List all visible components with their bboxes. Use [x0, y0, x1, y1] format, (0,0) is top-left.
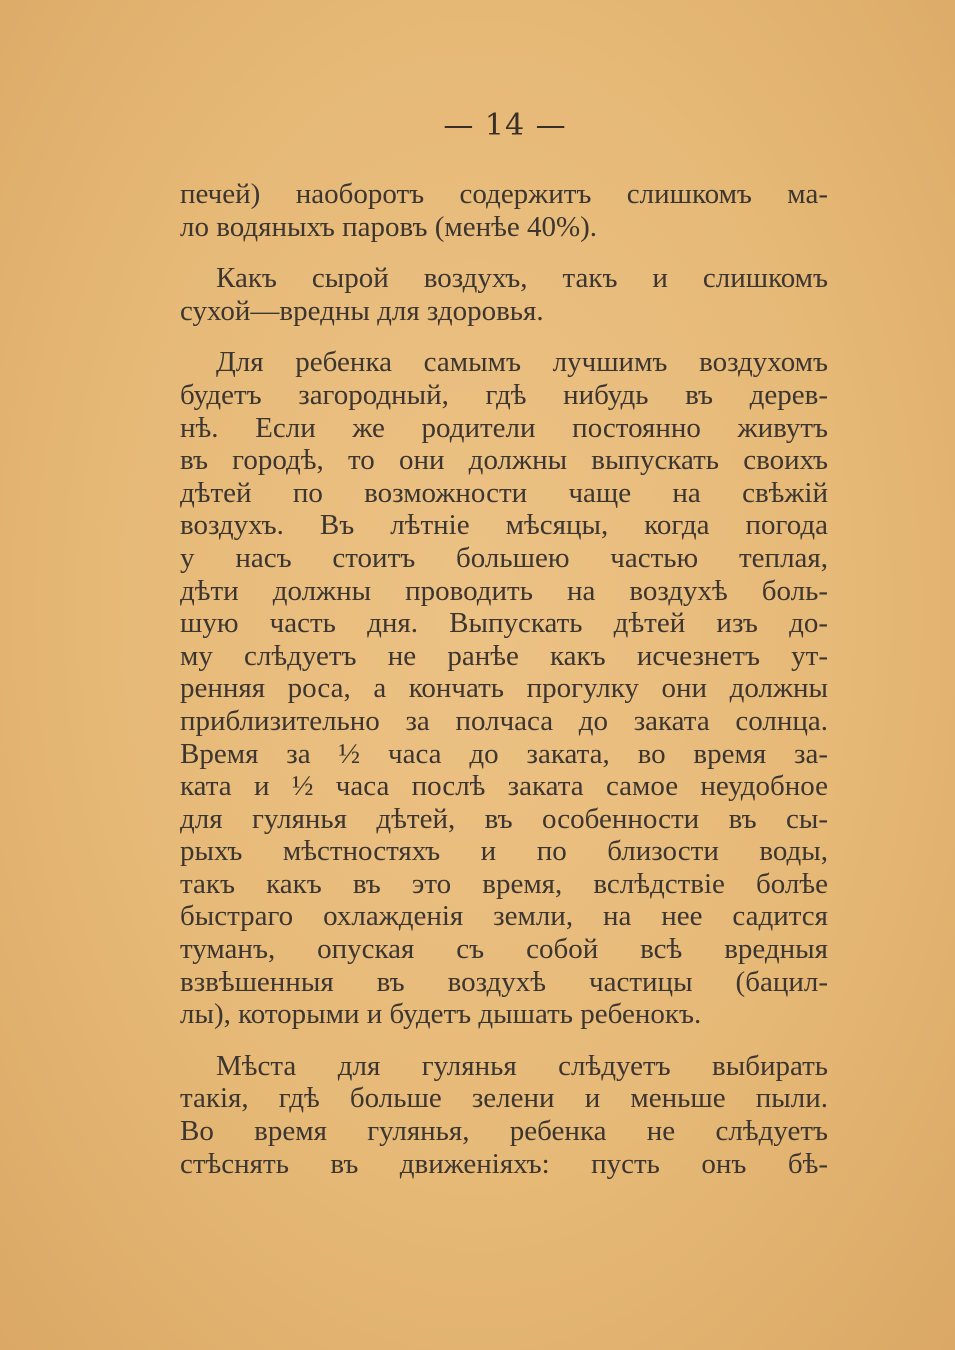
text-line: воздухъ. Въ лѣтніе мѣсяцы, когда погода	[180, 509, 828, 542]
text-line: рыхъ мѣстностяхъ и по близости воды,	[180, 835, 828, 868]
paragraph	[180, 1050, 828, 1180]
text-line: у насъ стоитъ большею частью теплая,	[180, 541, 828, 574]
paragraph	[180, 178, 828, 243]
text-line: ренняя роса, а кончать прогулку они должны	[180, 672, 828, 705]
text-line: Во время гулянья, ребенка не слѣдуетъ	[180, 1115, 828, 1148]
text-line: Время за ½ часа до заката, во время за-	[180, 737, 828, 770]
text-line: шую часть дня. Выпускать дѣтей изъ до-	[180, 607, 828, 640]
text-line: будетъ загородный, гдѣ нибудь въ дерев-	[180, 378, 828, 411]
text-line: ката и ½ часа послѣ заката самое неудобное	[180, 770, 828, 803]
text-line: му слѣдуетъ не ранѣе какъ исчезнетъ ут-	[180, 639, 828, 672]
text-line: дѣтей по возможности чаще на свѣжій	[180, 476, 828, 509]
text-line: такъ какъ въ это время, вслѣдствіе болѣе	[180, 867, 828, 900]
text-line: для гулянья дѣтей, въ особенности въ сы-	[180, 802, 828, 835]
text-line: въ городѣ, то они должны выпускать своихъ	[180, 444, 828, 477]
text-line: Какъ сырой воздухъ, такъ и слишкомъ	[216, 262, 828, 295]
paragraph	[180, 262, 828, 327]
page-number: — 14 —	[443, 108, 567, 143]
text-line: Мѣста для гулянья слѣдуетъ выбирать	[216, 1049, 828, 1082]
text-line: Для ребенка самымъ лучшимъ воздухомъ	[216, 346, 828, 379]
text-line: стѣснять въ движеніяхъ: пусть онъ бѣ-	[180, 1147, 828, 1180]
page-body	[180, 178, 828, 1199]
text-line: такія, гдѣ больше зелени и меньше пыли.	[180, 1082, 828, 1115]
text-line: взвѣшенныя въ воздухѣ частицы (бацил-	[180, 965, 828, 998]
text-line: приблизительно за полчаса до заката солнца.	[180, 704, 828, 737]
paragraph	[180, 346, 828, 1030]
text-line: нѣ. Если же родители постоянно живутъ	[180, 411, 828, 444]
text-line: быстраго охлажденія земли, на нее садится	[180, 900, 828, 933]
text-line: туманъ, опуская съ собой всѣ вредныя	[180, 933, 828, 966]
text-line: сухой—вредны для здоровья.	[180, 294, 544, 327]
text-line: ло водяныхъ паровъ (менѣе 40%).	[180, 210, 598, 243]
text-line: дѣти должны проводить на воздухѣ боль-	[180, 574, 828, 607]
text-line: печей) наоборотъ содержитъ слишкомъ ма-	[180, 178, 828, 210]
text-line: лы), которыми и будетъ дышать ребенокъ.	[180, 998, 702, 1031]
